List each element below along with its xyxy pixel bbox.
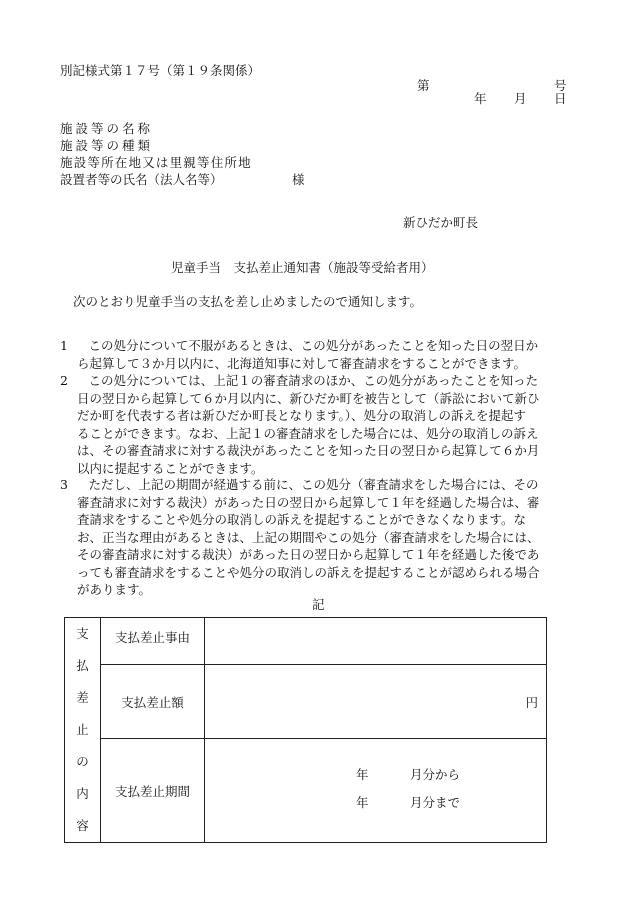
reason-value[interactable] xyxy=(205,618,547,665)
reason-label: 支払差止事由 xyxy=(101,618,205,665)
side-char: 止 xyxy=(76,722,89,737)
side-char: 払 xyxy=(76,658,89,673)
amount-value[interactable] xyxy=(205,665,547,739)
period-to-year: 年 xyxy=(356,795,369,811)
note-number: 3 xyxy=(60,477,68,492)
ki-label: 記 xyxy=(312,597,325,612)
issuer: 新ひだか町長 xyxy=(403,215,479,230)
details-table xyxy=(64,617,547,843)
side-char: 支 xyxy=(76,626,89,641)
note-line: お、正当な理由があるときは、上記の期間やこの処分（審査請求をした場合には、 xyxy=(77,529,540,545)
date-month: 月 xyxy=(514,91,527,106)
founder-name-label: 設置者等の氏名（法人名等） xyxy=(60,172,223,187)
note-line: は、その審査請求に対する裁決があったことを知った日の翌日から起算して６か月 xyxy=(77,443,540,458)
note-number: 1 xyxy=(60,338,68,353)
number-label-left: 第 xyxy=(417,78,430,93)
facility-address-label: 施設等所在地又は里親等住所地 xyxy=(60,155,252,170)
note-line: ることができます。なお、上記１の審査請求をした場合には、処分の取消しの訴え xyxy=(77,425,539,441)
honorific: 様 xyxy=(292,172,305,187)
note-line: この処分について不服があるときは、この処分があったことを知った日の翌日か xyxy=(75,338,539,353)
period-label: 支払差止期間 xyxy=(101,739,205,843)
side-char: 容 xyxy=(76,818,89,833)
note-line: だか町を代表する者は新ひだか町長となります。）、処分の取消しの訴えを提起す xyxy=(77,408,527,423)
period-to-month: 月分まで xyxy=(410,795,461,811)
facility-name-label: 施設等の名称 xyxy=(60,121,154,136)
note-line: っても審査請求をすることや処分の取消しの訴えを提起することが認められる場合 xyxy=(77,564,540,580)
note-line: ら起算して３か月以内に、北海道知事に対して審査請求をすることができます。 xyxy=(77,355,527,371)
note-2 xyxy=(60,372,590,477)
note-line: ただし、上記の期間が経過する前に、この処分（審査請求をした場合には、その xyxy=(75,477,539,492)
date-year: 年 xyxy=(474,91,487,106)
note-line: 以内に提起することができます。 xyxy=(77,460,264,476)
note-line: 日の翌日から起算して６か月以内に、新ひだか町を被告として（訴訟において新ひ xyxy=(77,390,540,406)
side-char: 内 xyxy=(76,786,89,801)
note-line: があります。 xyxy=(77,582,152,597)
note-line: この処分については、上記１の審査請求のほか、この処分があったことを知った xyxy=(75,373,539,388)
number-label-right: 号 xyxy=(554,78,567,93)
period-value[interactable] xyxy=(205,739,547,843)
note-line: 査請求をすることや処分の取消しの訴えを提起することができなくなります。な xyxy=(77,512,527,527)
amount-label: 支払差止額 xyxy=(101,665,205,739)
document-title: 児童手当 支払差止通知書（施設等受給者用） xyxy=(171,260,434,275)
side-char: の xyxy=(76,754,89,769)
note-3 xyxy=(60,476,590,599)
amount-unit: 円 xyxy=(525,694,538,710)
note-line: 審査請求に対する裁決）があった日の翌日から起算して１年を経過した場合は、審 xyxy=(77,494,540,510)
period-from-month: 月分から xyxy=(410,767,461,783)
form-id: 別記様式第１７号（第１９条関係） xyxy=(60,63,261,78)
facility-type-label: 施設等の種類 xyxy=(60,138,154,153)
note-number: 2 xyxy=(60,373,68,388)
intro-text: 次のとおり児童手当の支払を差し止めましたので通知します。 xyxy=(73,294,423,309)
period-from-year: 年 xyxy=(356,767,369,783)
date-day: 日 xyxy=(554,91,567,106)
side-char: 差 xyxy=(76,690,89,705)
note-line: その審査請求に対する裁決）があった日の翌日から起算して１年を経過した後であ xyxy=(77,547,540,562)
note-1 xyxy=(60,337,590,372)
side-label xyxy=(65,618,101,843)
